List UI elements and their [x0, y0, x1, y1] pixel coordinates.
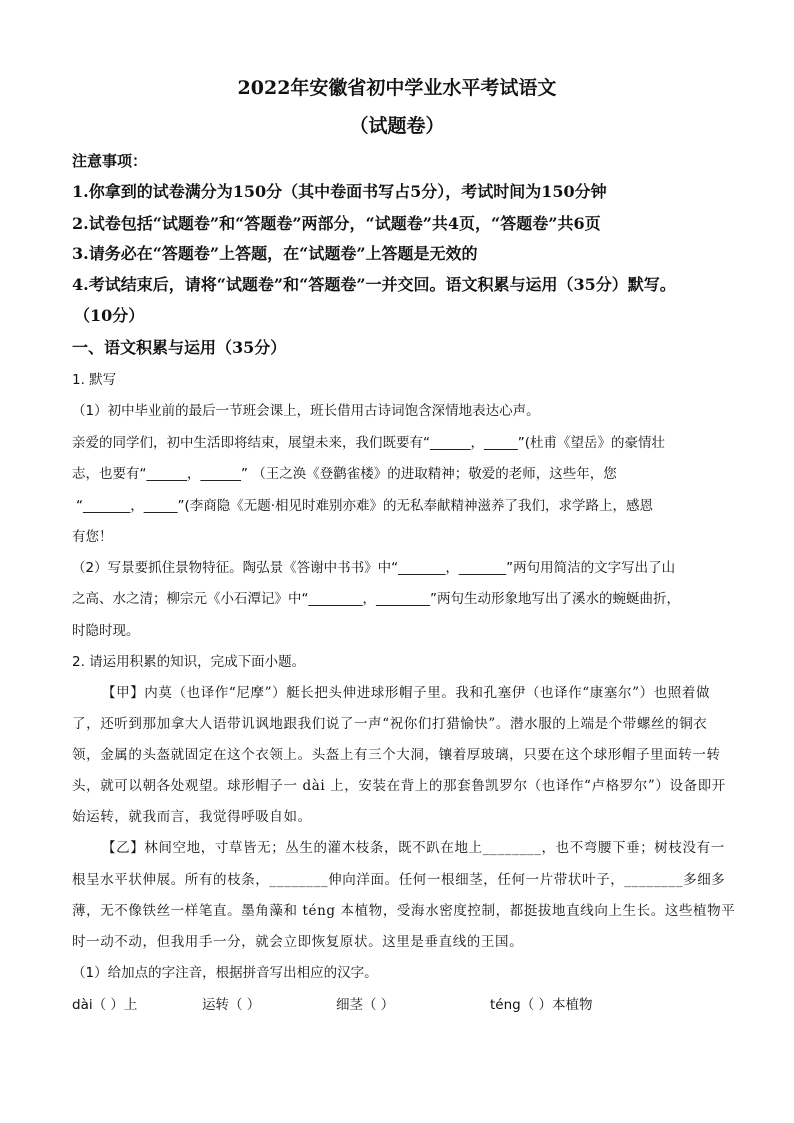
notice-item: 1.你拿到的试卷满分为150分（其中卷面书写占5分），考试时间为150分钟: [72, 182, 607, 201]
passage-yi-line: 【乙】林间空地，寸草皆无；丛生的灌木枝条，既不趴在地上________，也不弯腰下垂；树枝没有一: [102, 840, 725, 856]
question-text: （2）写景要抓住景物特征。陶弘景《答谢中书书》中“_______，_______”两句用简洁的文字写出了山: [72, 560, 676, 576]
notice-item: 2.试卷包括“试题卷”和“答题卷”两部分，“试题卷”共4页，“答题卷”共6页: [72, 214, 601, 233]
page-subtitle: （试题卷）: [349, 115, 445, 137]
question-text: 之高、水之清；柳宗元《小石潭记》中“________，________”两句生动形象地写出了溪水的蜿蜒曲折，: [72, 591, 680, 607]
pinyin-item: dài（ ）上: [72, 997, 138, 1013]
question-text: （1）初中毕业前的最后一节班会课上，班长借用古诗词饱含深情地表达心声。: [72, 403, 540, 419]
passage-jia-line: 领，金属的头盔就固定在这个衣领上。头盔上有三个大洞，镶着厚玻璃，只要在这个球形帽子里面转一转: [72, 747, 721, 763]
question-text: 有您！: [72, 529, 113, 545]
pinyin-item: 运转（ ）: [202, 997, 261, 1013]
notice-item: （10分）: [74, 306, 145, 325]
passage-jia-line: 【甲】内莫（也译作“尼摩”）艇长把头伸进球形帽子里。我和孔塞伊（也译作“康塞尔”）也照着做: [102, 685, 711, 701]
sub-question: （1）给加点的字注音，根据拼音写出相应的汉字。: [72, 965, 378, 981]
pinyin-item: 细茎（ ）: [336, 997, 395, 1013]
passage-yi-line: 根呈水平状伸展。所有的枝条，________伸向洋面。任何一根细茎，任何一片带状叶子，________多细多: [72, 872, 726, 888]
passage-jia-line: 始运转，就我而言，我觉得呼吸自如。: [72, 809, 312, 825]
question-title: 2. 请运用积累的知识，完成下面小题。: [72, 654, 306, 670]
question-text: “_______，_____”(李商隐《无题·相见时难别亦难》的无私奉献精神滋养了我们，求学路上，感恩: [76, 498, 654, 514]
passage-yi-line: 薄，无不像铁丝一样笔直。墨角藻和 téng 本植物，受海水密度控制，都挺拔地直线向上生长。这些植物平: [72, 903, 736, 919]
page-title: 2022年安徽省初中学业水平考试语文: [237, 77, 557, 99]
question-text: 时隐时现。: [72, 623, 140, 639]
notice-item: 4.考试结束后，请将“试题卷”和“答题卷”一并交回。语文积累与运用（35分）默写。: [72, 275, 676, 294]
question-text: 志，也要有“______，______” （王之涣《登鹳雀楼》的进取精神；敬爱的老师，这些年，您: [72, 466, 617, 482]
question-text: 亲爱的同学们，初中生活即将结束，展望未来，我们既要有“______，_____”(杜甫《望岳》的豪情壮: [72, 435, 666, 451]
question-title: 1. 默写: [72, 372, 117, 388]
pinyin-item: téng（ ）本植物: [490, 997, 593, 1013]
passage-jia-line: 头，就可以朝各处观望。球形帽子一 dài 上，安装在背上的那套鲁凯罗尔（也译作“卢格罗尔”）设备即开: [72, 778, 726, 794]
passage-yi-line: 时一动不动，但我用手一分，就会立即恢复原状。这里是垂直线的王国。: [72, 934, 524, 950]
passage-jia-line: 了，还听到那加拿大人语带讥讽地跟我们说了一声“祝你们打猎愉快”。潜水服的上端是个带螺丝的铜衣: [72, 716, 708, 732]
notice-heading: 注意事项：: [72, 152, 148, 170]
notice-item: 3.请务必在“答题卷”上答题，在“试题卷”上答题是无效的: [72, 244, 478, 263]
section-heading: 一、语文积累与运用（35分）: [72, 338, 287, 357]
